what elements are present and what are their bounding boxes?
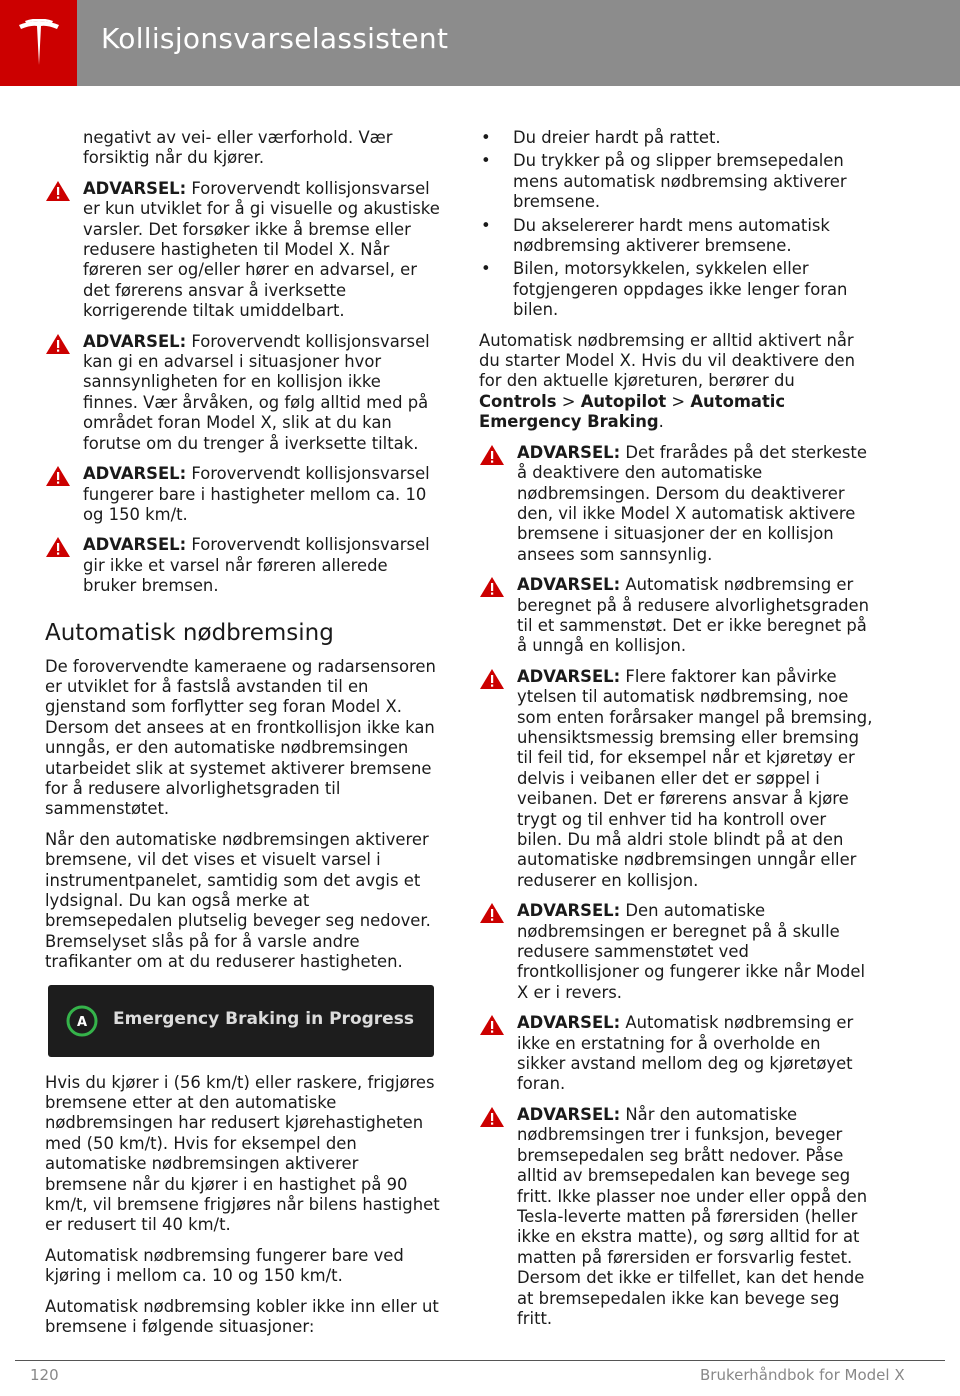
warning-text: Automatisk nødbremsing er ikke en erstatning for å overholde en sikker avstand mellom deg og kjøretøyet foran. bbox=[517, 1013, 854, 1094]
warning-text: Forovervendt kollisjonsvarsel gir ikke et varsel når føreren allerede bruker bremsen. bbox=[83, 535, 430, 596]
warning-triangle-icon bbox=[479, 576, 505, 598]
paragraph: Automatisk nødbremsing kobler ikke inn eller ut bremsene i følgende situasjoner: bbox=[45, 1296, 439, 1337]
warning-block bbox=[45, 535, 440, 596]
warning-label: ADVARSEL: bbox=[83, 464, 187, 484]
warning-block bbox=[479, 667, 874, 891]
warning-triangle-icon bbox=[479, 444, 505, 466]
path-separator: > bbox=[671, 391, 686, 411]
list-item-text: Du akselererer hardt mens automatisk nødbremsing aktiverer bremsene. bbox=[513, 215, 830, 256]
paragraph: De forovervendte kameraene og radarsensoren er utviklet for å fastslå avstanden til en gjenstand som forflytter seg foran Model X. Dersom det ansees at en frontkollisjon ikke kan unngås, er den automatiske nødbremsingen utarbeidet slik at systemet aktiverer bremsene for å redusere alvorlighetsgraden til sammenstøtet. bbox=[45, 656, 436, 819]
warning-text: Det frarådes på det sterkeste å deaktivere den automatiske nødbremsingen. Dersom du deaktiverer den, vil ikke Model X automatisk aktivere bremsene i situasjoner der en kollisjon ansees som sannsynlig. bbox=[517, 442, 867, 564]
logo-box bbox=[0, 0, 77, 86]
menu-path-aeb: Automatic Emergency Braking bbox=[479, 391, 786, 432]
warning-block bbox=[45, 464, 440, 525]
left-column bbox=[45, 128, 440, 1348]
warning-text: Automatisk nødbremsing er beregnet på å redusere alvorlighetsgraden til et sammenstøt. Det er ikke beregnet på å unngå en kollisjon. bbox=[517, 575, 870, 656]
warning-triangle-icon bbox=[479, 1014, 505, 1036]
bullet-list bbox=[479, 128, 874, 321]
list-item bbox=[479, 216, 874, 257]
tesla-logo-icon bbox=[17, 19, 61, 67]
list-item bbox=[479, 128, 874, 148]
warning-block bbox=[479, 901, 874, 1003]
warning-label: ADVARSEL: bbox=[83, 331, 187, 351]
warning-label: ADVARSEL: bbox=[83, 178, 187, 198]
warning-block bbox=[479, 443, 874, 565]
paragraph: negativt av vei- eller værforhold. Vær forsiktig når du kjører. bbox=[83, 128, 393, 168]
menu-path-controls: Controls bbox=[479, 391, 557, 411]
menu-path-autopilot: Autopilot bbox=[580, 391, 667, 411]
bullet-icon: • bbox=[481, 215, 491, 235]
emergency-braking-banner bbox=[48, 985, 434, 1057]
section-heading: Automatisk nødbremsing bbox=[45, 619, 334, 646]
warning-triangle-icon bbox=[479, 668, 505, 690]
right-column bbox=[479, 128, 874, 1339]
warning-text: Når den automatiske nødbremsingen trer i funksjon, beveger bremsepedalen seg brått nedover. Påse alltid av bremsepedalen kan bevege seg fritt. Ikke plasser noe under eller oppå den Tesla-leverte matten på førersiden (heller ikke en ekstra matte), og sørg alltid for at matten på førersiden er forsvarlig festet. Dersom det ikke er tilfellet, kan det hende at bremsepedalen ikke kan bevege seg fritt. bbox=[517, 1104, 868, 1328]
bullet-icon: • bbox=[481, 259, 491, 279]
warning-label: ADVARSEL: bbox=[517, 666, 621, 686]
footer-divider bbox=[15, 1360, 945, 1361]
warning-text: Den automatiske nødbremsingen er beregnet på å skulle redusere sammenstøtet ved frontkollisjoner og fungerer ikke når Model X er i revers. bbox=[517, 901, 866, 1002]
warning-label: ADVARSEL: bbox=[517, 901, 621, 921]
paragraph-text: Automatisk nødbremsing er alltid aktivert når du starter Model X. Hvis du vil deaktivere den for den aktuelle kjøreturen, berører du bbox=[479, 330, 855, 391]
warning-text: Flere faktorer kan påvirke ytelsen til automatisk nødbremsing, noe som enten forårsaker mangel på bremsing, uhensiktsmessig bremsing eller bremsing til feil tid, for eksempel når et kjøretøy er delvis i veibanen eller det er søppel i veibanen. Det er førerens ansvar å kjøre trygt og til enhver tid ha kontroll over bilen. Du må aldri stole blindt på at den automatiske nødbremsingen unngår eller reduserer en kollisjon. bbox=[517, 666, 873, 890]
warning-text: Forovervendt kollisjonsvarsel er kun utviklet for å gi visuelle og akustiske varsler. Det forsøker ikke å bremse eller redusere hastigheten til Model X. Når føreren ser og/eller hører en advarsel, er det førerens ansvar å iverksette korrigerende tiltak umiddelbart. bbox=[83, 178, 440, 321]
paragraph bbox=[479, 331, 874, 433]
page-number: 120 bbox=[30, 1366, 59, 1384]
list-item-text: Du trykker på og slipper bremsepedalen mens automatisk nødbremsing aktiverer bremsene. bbox=[513, 151, 847, 212]
list-item bbox=[479, 151, 874, 212]
path-end: . bbox=[658, 412, 664, 432]
warning-triangle-icon bbox=[45, 333, 71, 355]
warning-block bbox=[479, 1013, 874, 1095]
warning-triangle-icon bbox=[479, 902, 505, 924]
bullet-icon: • bbox=[481, 128, 491, 147]
warning-label: ADVARSEL: bbox=[517, 1013, 621, 1033]
list-item-text: Du dreier hardt på rattet. bbox=[513, 128, 721, 147]
warning-triangle-icon bbox=[45, 180, 71, 202]
warning-triangle-icon bbox=[479, 1106, 505, 1128]
warning-block bbox=[479, 1105, 874, 1329]
footer-title: Brukerhåndbok for Model X bbox=[700, 1366, 905, 1384]
autopilot-alert-icon bbox=[66, 1005, 98, 1037]
warning-triangle-icon bbox=[45, 465, 71, 487]
paragraph: Når den automatiske nødbremsingen aktiverer bremsene, vil det vises et visuelt varsel i instrumentpanelet, samtidig som det avgis et lydsignal. Du kan også merke at bremsepedalen plutselig beveger seg nedover. Bremselyset slås på for å varsle andre trafikanter om at du reduserer hastigheten. bbox=[45, 829, 431, 972]
warning-triangle-icon bbox=[45, 536, 71, 558]
warning-text: Forovervendt kollisjonsvarsel fungerer bare i hastigheter mellom ca. 10 og 150 km/t. bbox=[83, 464, 430, 524]
page-header bbox=[0, 0, 960, 86]
paragraph: Automatisk nødbremsing fungerer bare ved kjøring i mellom ca. 10 og 150 km/t. bbox=[45, 1245, 404, 1286]
warning-text: Forovervendt kollisjonsvarsel kan gi en advarsel i situasjoner hvor sannsynligheten for en kollisjon ikke finnes. Vær årvåken, og følg alltid med på området foran Model X, slik at du kan forutse om du trenger å iverksette tiltak. bbox=[83, 331, 430, 453]
warning-block bbox=[45, 332, 440, 454]
warning-label: ADVARSEL: bbox=[517, 1104, 621, 1124]
svg-text:A: A bbox=[76, 1014, 88, 1030]
warning-block bbox=[45, 179, 440, 322]
bullet-icon: • bbox=[481, 151, 491, 171]
warning-label: ADVARSEL: bbox=[83, 535, 187, 555]
warning-label: ADVARSEL: bbox=[517, 442, 621, 462]
banner-text: Emergency Braking in Progress bbox=[113, 1008, 414, 1029]
path-separator: > bbox=[561, 391, 576, 411]
page-title: Kollisjonsvarselassistent bbox=[101, 22, 449, 55]
warning-label: ADVARSEL: bbox=[517, 575, 621, 595]
paragraph: Hvis du kjører i (56 km/t) eller raskere, frigjøres bremsene etter at den automatiske nødbremsingen har redusert kjørehastigheten med (50 km/t). Hvis for eksempel den automatiske nødbremsingen aktiverer bremsene når du kjører i en hastighet på 90 km/t, vil bremsene frigjøres når bilens hastighet er redusert til 40 km/t. bbox=[45, 1072, 440, 1235]
warning-block bbox=[479, 575, 874, 657]
list-item bbox=[479, 259, 874, 320]
list-item-text: Bilen, motorsykkelen, sykkelen eller fotgjengeren oppdages ikke lenger foran bilen. bbox=[513, 259, 848, 320]
